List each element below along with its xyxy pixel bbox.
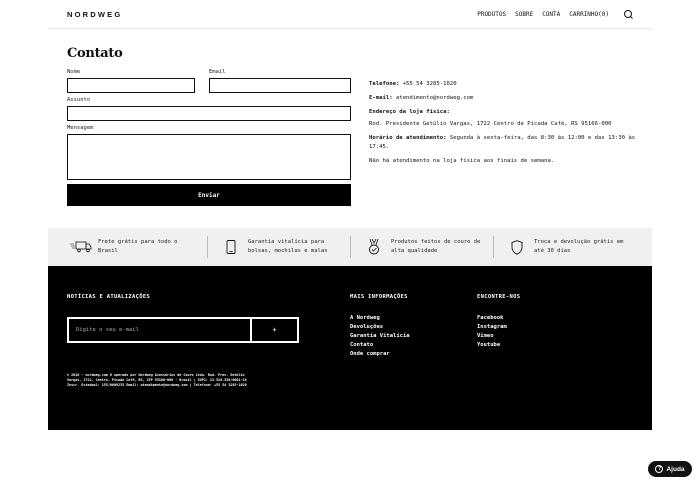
search-icon[interactable] [624,10,632,18]
email-info-label: E-mail: [369,95,393,102]
name-label: Nome [67,69,81,75]
contact-info [369,80,639,171]
address-value: Rod. Presidente Getúlio Vargas, 1722 Centro de Picada Café, RS 95166-000 [369,120,612,127]
divider [207,236,208,258]
page-title: Contato [67,46,123,61]
submit-button[interactable]: Enviar [67,184,351,206]
social-list [477,314,507,350]
email-value[interactable]: atendimento@nordweg.com [395,95,474,102]
footer-link-nordweg[interactable]: A Nordweg [350,315,380,321]
feature-text: Troca e devolução grátis em até 30 dias [534,239,624,254]
feature-leather [363,228,491,266]
nav-conta[interactable]: CONTA [542,10,561,18]
feature-text: Frete grátis para todo o Brasil [98,239,178,254]
social-link-instagram[interactable]: Instagram [477,324,507,331]
feature-warranty [220,228,348,266]
weekend-note: Não há atendimento na loja física aos finais de semana. [369,157,555,164]
feature-text: Garantia vitalícia para bolsas, mochilas e malas [248,239,328,254]
feature-shipping [70,228,198,266]
hours-line [369,134,639,151]
social-link-youtube[interactable]: Youtube [477,342,501,349]
main-nav [477,10,632,18]
newsletter-email-input[interactable]: Digite o seu e-mail [69,319,252,341]
social-link-vimeo[interactable]: Vimeo [477,333,494,340]
find-us-heading: ENCONTRE-NOS [477,294,521,300]
footer-link-contato[interactable]: Contato [350,342,374,349]
hours-value: Segunda à sexta-feira, das 8:30 às 12:00 e das 13:30 às 17:45. [369,135,636,150]
footer-link-onde-comprar[interactable]: Onde comprar [350,351,390,358]
divider [350,236,351,258]
phone-label: Telefone: [369,81,400,87]
email-line [369,94,639,103]
newsletter-form [67,317,299,343]
truck-icon [70,239,92,255]
header-divider [48,28,652,29]
phone-icon [220,239,242,255]
newsletter-submit-button[interactable]: + [272,326,277,334]
logo[interactable]: NORDWEG [67,10,123,19]
address-label-line [369,108,639,117]
legal-text: © 2016 - nordweg.com é operado por Nordweg Acessórios de Couro Ltda. Rod. Pres. Getúlio Vargas, 1722, Centro, Picada Café, RS, CEP 95166-000 - Brasil | CNPJ: 13.526.356/0001-16 Inscr. Estadual: 155/0009235 Email: atendimento@nordweg.com | Telefone: +55 54 3285-1020 [67,373,247,388]
more-info-heading: MAIS INFORMAÇÕES [350,294,408,300]
message-label: Mensagem [67,125,94,131]
hours-label: Horário de atendimento: [369,135,447,142]
name-field[interactable] [67,78,195,93]
site-footer [48,266,652,430]
shield-icon [506,239,528,255]
features-band [48,228,652,266]
help-icon: ? [655,465,663,473]
subject-label: Assunto [67,97,91,103]
nav-produtos[interactable]: PRODUTOS [477,10,507,18]
nav-sobre[interactable]: SOBRE [515,10,534,18]
email-label: Email [209,69,226,75]
feature-returns [506,228,634,266]
footer-link-garantia[interactable]: Garantia Vitalícia [350,333,410,340]
medal-icon [363,239,385,255]
social-link-facebook[interactable]: Facebook [477,315,504,321]
nav-carrinho[interactable]: CARRINHO(0) [569,10,609,18]
subject-field[interactable] [67,106,351,121]
newsletter-heading: NOTÍCIAS E ATUALIZAÇÕES [67,294,151,300]
message-textarea[interactable] [67,134,351,180]
address-label: Endereço da loja física: [369,109,450,116]
phone-line [369,80,639,89]
phone-value: +55 54 3285-1020 [402,81,457,87]
site-header [0,0,700,30]
help-label: Ajuda [666,465,685,473]
footer-link-devolucoes[interactable]: Devoluções [350,324,384,331]
feature-text: Produtos feitos de couro de alta qualidade [391,239,481,254]
help-button[interactable] [648,461,692,477]
divider [493,236,494,258]
more-info-list [350,314,410,359]
email-field[interactable] [209,78,351,93]
